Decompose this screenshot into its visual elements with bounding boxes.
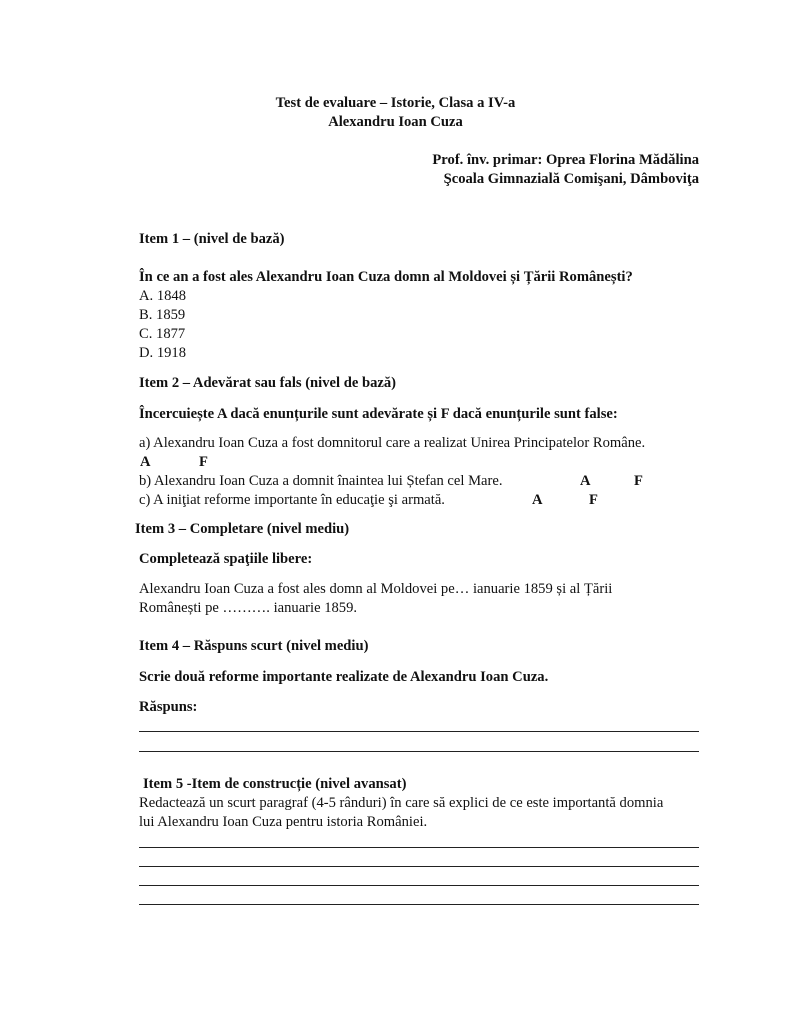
item3-heading: Item 3 – Completare (nivel mediu) bbox=[135, 521, 350, 537]
item4-answer-label: Răspuns: bbox=[139, 699, 198, 715]
item4-instruction: Scrie două reforme importante realizate de Alexandru Ioan Cuza. bbox=[139, 669, 549, 685]
item2-statement-a-false[interactable]: F bbox=[199, 454, 208, 470]
document-subtitle: Alexandru Ioan Cuza bbox=[328, 114, 463, 130]
item2-statement-b-true[interactable]: A bbox=[580, 473, 591, 489]
item2-statement-b: b) Alexandru Ioan Cuza a domnit înaintea lui Ștefan cel Mare. bbox=[139, 473, 503, 489]
item2-statement-c-true[interactable]: A bbox=[532, 492, 543, 508]
item3-text-line1: Alexandru Ioan Cuza a fost ales domn al Moldovei pe… ianuarie 1859 și al Țării bbox=[139, 581, 613, 597]
school-name: Şcoala Gimnazială Comişani, Dâmboviţa bbox=[443, 171, 699, 187]
item2-statement-b-false[interactable]: F bbox=[634, 473, 643, 489]
item5-answer-line-4[interactable] bbox=[139, 904, 699, 905]
item5-answer-line-1[interactable] bbox=[139, 847, 699, 848]
item2-statement-c: c) A iniţiat reforme importante în educaţie şi armată. bbox=[139, 492, 445, 508]
item1-question: În ce an a fost ales Alexandru Ioan Cuza domn al Moldovei și Țării Românești? bbox=[139, 269, 633, 285]
item5-heading: Item 5 -Item de construcție (nivel avansat) bbox=[143, 776, 407, 792]
item2-statement-a-true[interactable]: A bbox=[140, 454, 151, 470]
item3-text-line2: Românești pe ………. ianuarie 1859. bbox=[139, 600, 358, 616]
item2-statement-c-false[interactable]: F bbox=[589, 492, 598, 508]
item2-instruction: Încercuiește A dacă enunțurile sunt adevărate și F dacă enunțurile sunt false: bbox=[139, 406, 618, 422]
item4-heading: Item 4 – Răspuns scurt (nivel mediu) bbox=[139, 638, 369, 654]
item1-option-a[interactable]: A. 1848 bbox=[139, 288, 187, 304]
item1-option-b[interactable]: B. 1859 bbox=[139, 307, 186, 323]
item4-answer-line-1[interactable] bbox=[139, 731, 699, 732]
item1-option-c[interactable]: C. 1877 bbox=[139, 326, 186, 342]
item3-instruction: Completează spaţiile libere: bbox=[139, 551, 313, 567]
item1-option-d[interactable]: D. 1918 bbox=[139, 345, 187, 361]
item5-answer-line-3[interactable] bbox=[139, 885, 699, 886]
document-title: Test de evaluare – Istorie, Clasa a IV-a bbox=[275, 95, 516, 111]
teacher-name: Prof. înv. primar: Oprea Florina Mădălina bbox=[432, 152, 699, 168]
item4-answer-line-2[interactable] bbox=[139, 751, 699, 752]
item5-instruction-line1: Redactează un scurt paragraf (4-5 rânduri) în care să explici de ce este importantă domnia bbox=[139, 795, 664, 811]
item5-instruction-line2: lui Alexandru Ioan Cuza pentru istoria României. bbox=[139, 814, 428, 830]
item5-answer-line-2[interactable] bbox=[139, 866, 699, 867]
item2-statement-a: a) Alexandru Ioan Cuza a fost domnitorul care a realizat Unirea Principatelor Române. bbox=[139, 435, 646, 451]
item1-heading: Item 1 – (nivel de bază) bbox=[139, 231, 285, 247]
item2-heading: Item 2 – Adevărat sau fals (nivel de bază) bbox=[139, 375, 396, 391]
